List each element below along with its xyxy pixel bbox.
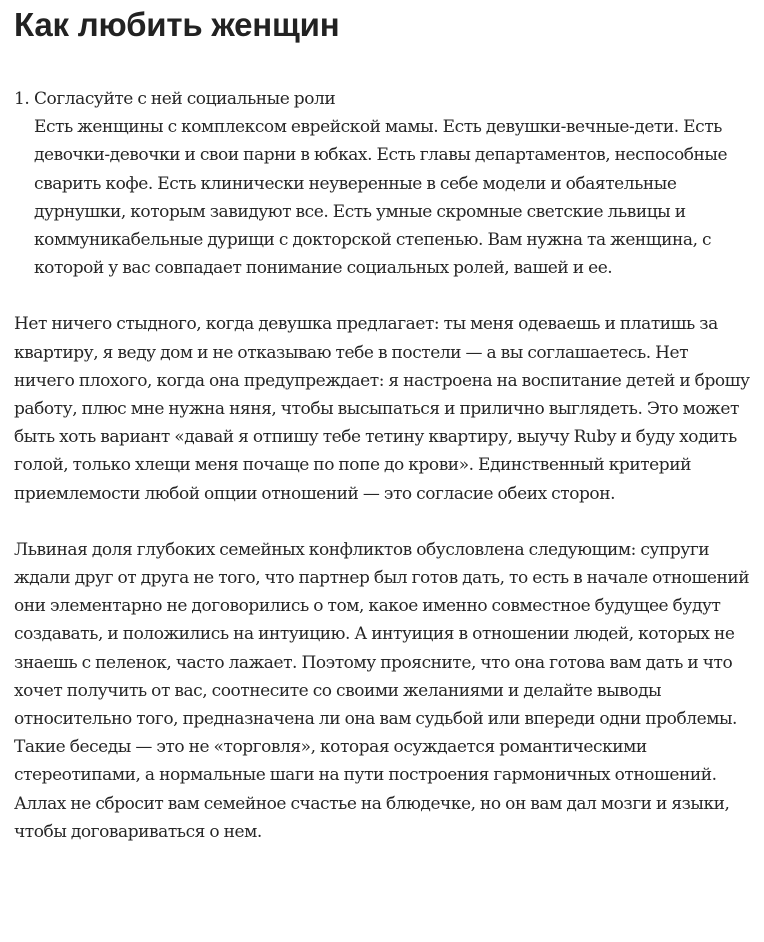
article (14, 0, 750, 846)
article-title: Как любить женщин (14, 6, 340, 43)
list-item-heading: Согласуйте с ней социальные роли (34, 89, 336, 109)
numbered-list (14, 85, 750, 282)
list-item-text: Есть женщины с комплексом еврейской мамы. Есть девушки-вечные-дети. Есть девочки-девочки и свои парни в юбках. Есть главы департаментов, неспособные сварить кофе. Есть клинически неуверенные в себе модели и обаятельные дурнушки, которым завидуют все. Есть умные скромные светские львицы и коммуникабельные дурищи с докторской степенью. Вам нужна та женщина, с которой у вас совпадает понимание социальных ролей, вашей и ее. (34, 117, 728, 279)
list-item-number: 1. (14, 89, 30, 109)
paragraph-roles-agreement: Нет ничего стыдного, когда девушка предлагает: ты меня одеваешь и платишь за квартиру, я веду дом и не отказываю тебе в постели — а вы соглашаетесь. Нет ничего плохого, когда она предупреждает: я настроена на воспитание детей и брошу работу, плюс мне нужна няня, чтобы высыпаться и прилично выглядеть. Это может быть хоть вариант «давай я отпишу тебе тетину квартиру, выучу Ruby и буду ходить голой, только хлещи меня почаще по попе до крови». Единственный критерий приемлемости любой опции отношений — это согласие обеих сторон. (14, 314, 750, 504)
paragraph-family-conflicts: Львиная доля глубоких семейных конфликтов обусловлена следующим: супруги ждали друг от друга не того, что партнер был готов дать, то есть в начале отношений они элементарно не договорились о том, какое именно совместное будущее будут создавать, и положились на интуицию. А интуиция в отношении людей, которых не знаешь с пеленок, часто лажает. Поэтому проясните, что она готова вам дать и что хочет получить от вас, соотнесите со своими желаниями и делайте выводы относительно того, предназначена ли она вам судьбой или впереди одни проблемы. Такие беседы — это не «торговля», которая осуждается романтическими стереотипами, а нормальные шаги на пути построения гармоничных отношений. Аллах не сбросит вам семейное счастье на блюдечке, но он вам дал мозги и языки, чтобы договариваться о нем. (14, 539, 750, 842)
list-item (14, 85, 750, 282)
